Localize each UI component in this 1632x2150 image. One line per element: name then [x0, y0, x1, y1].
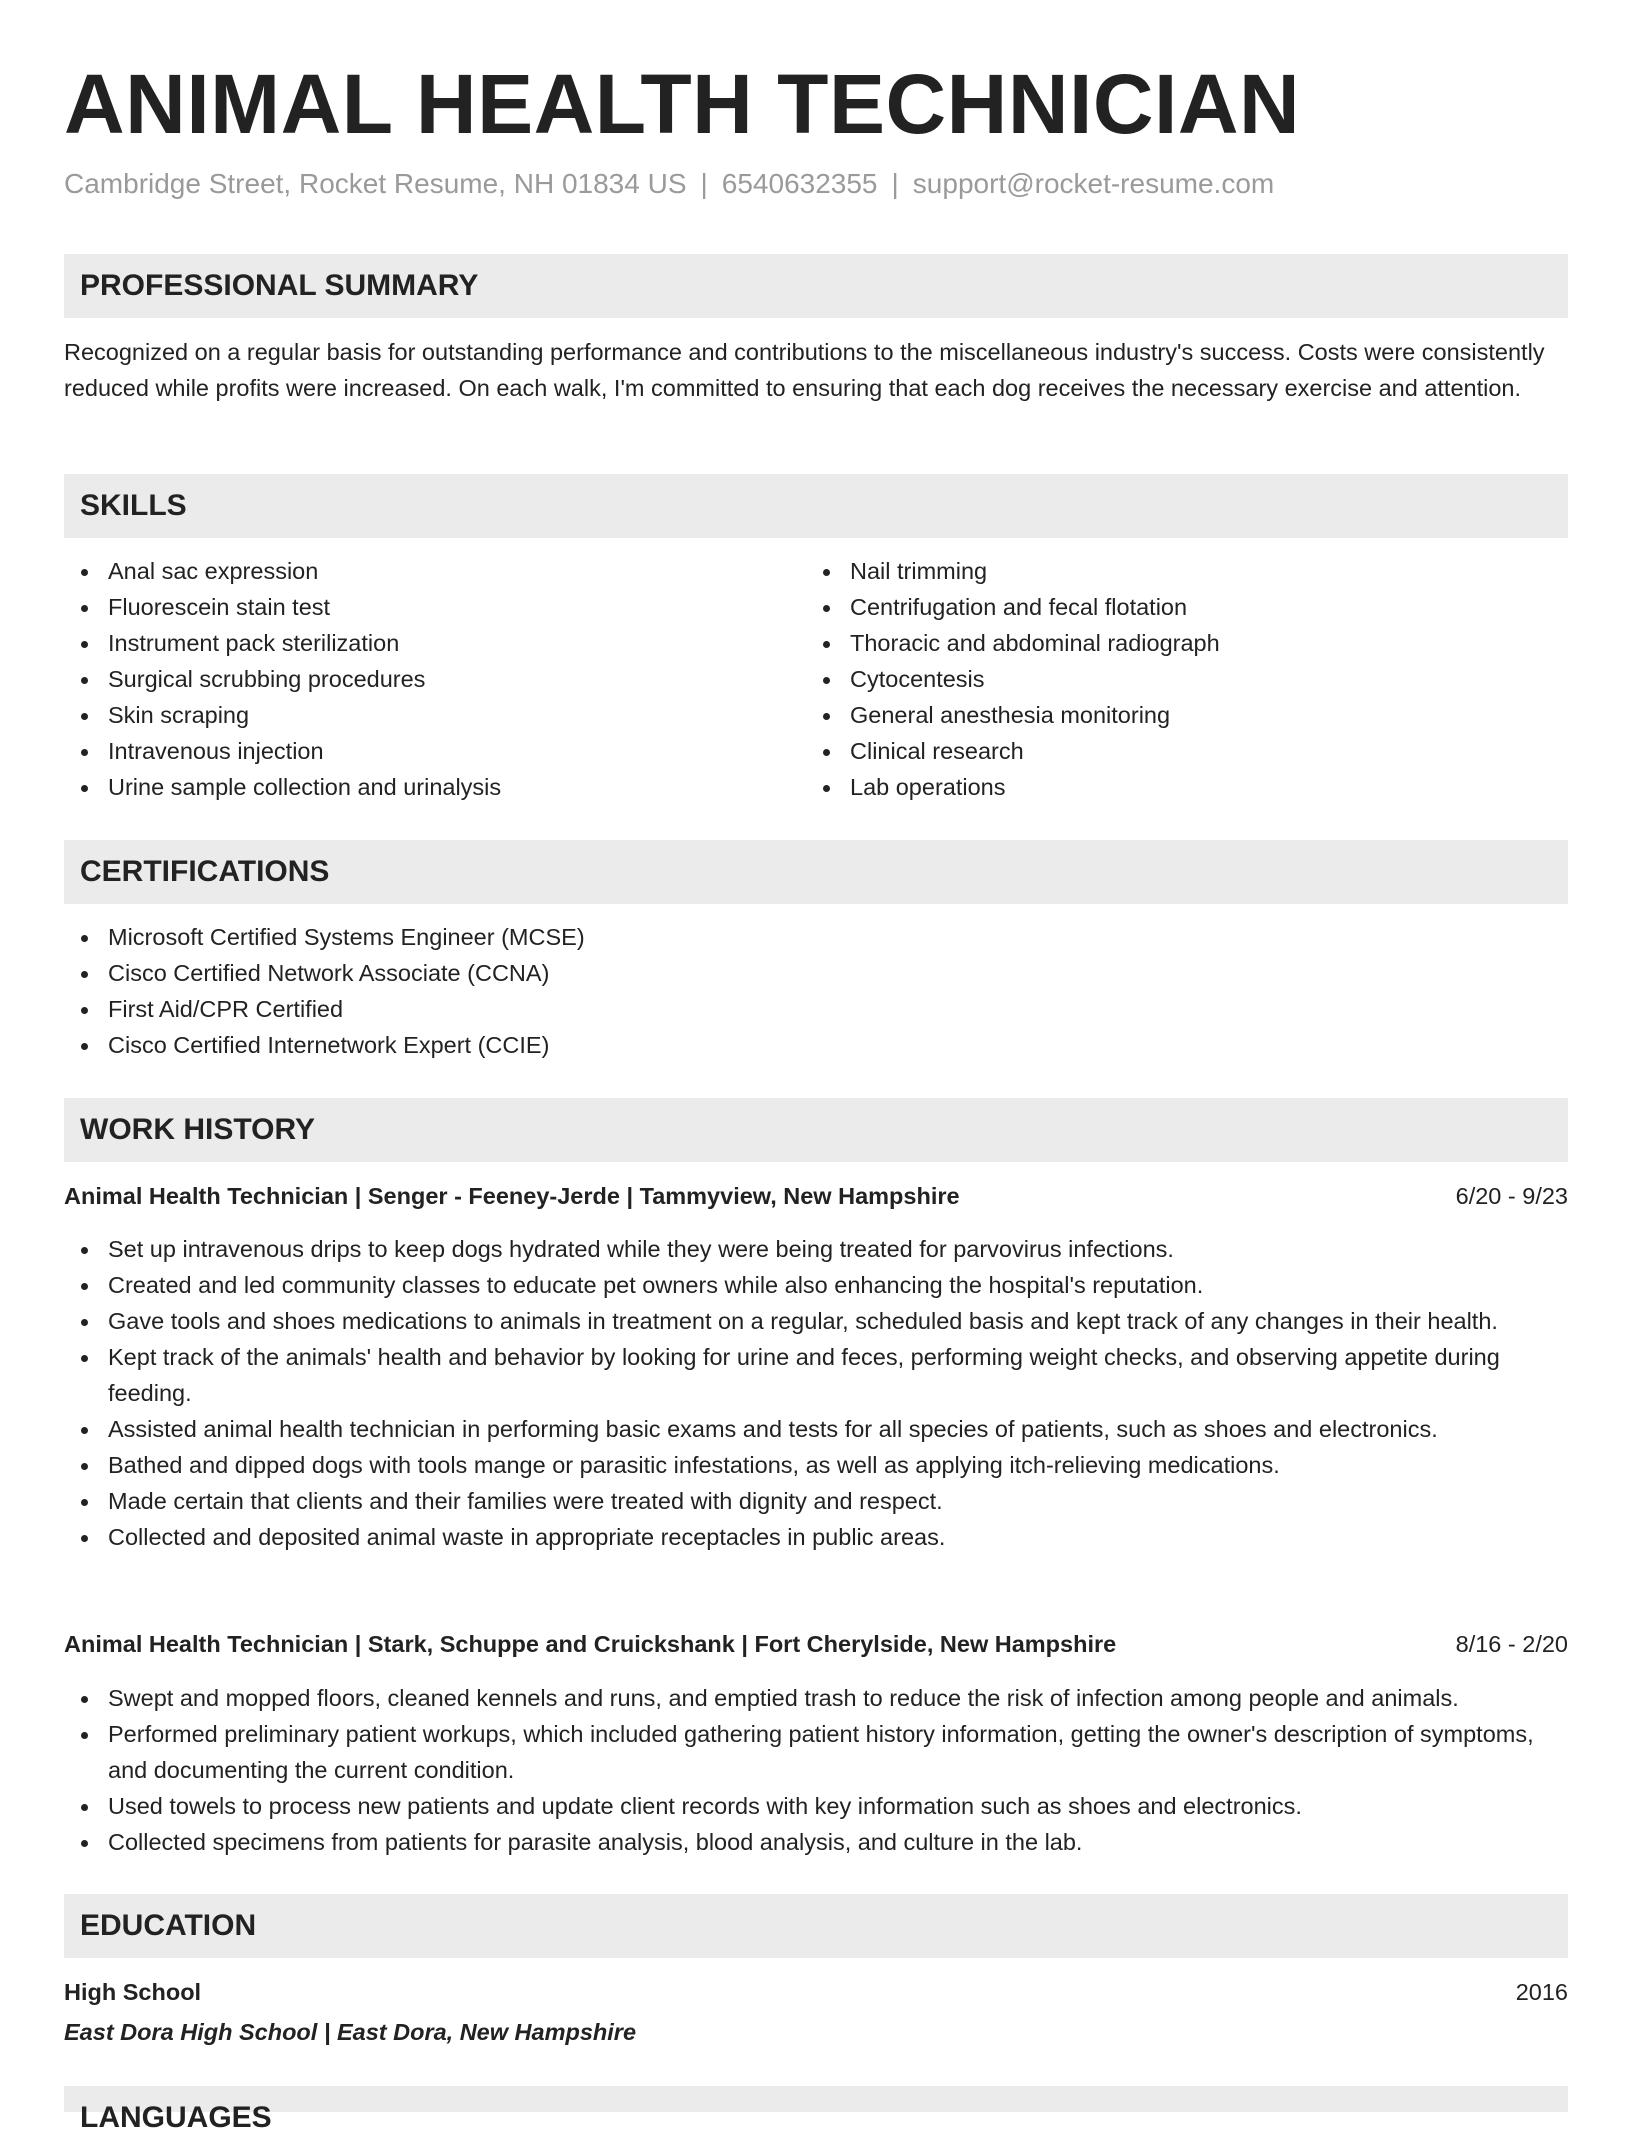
job-bullet: Assisted animal health technician in performing basic exams and tests for all species of patients, such as shoes and electronics.	[64, 1411, 1568, 1447]
skill-item: Anal sac expression	[64, 553, 804, 589]
certifications-list	[64, 919, 1568, 1063]
contact-separator: |	[891, 168, 899, 199]
job-dates: 6/20 - 9/23	[1455, 1183, 1568, 1209]
job-bullet: Set up intravenous drips to keep dogs hydrated while they were being treated for parvovirus infections.	[64, 1231, 1568, 1267]
job-title: Animal Health Technician | Stark, Schuppe and Cruickshank | Fort Cherylside, New Hampshire	[64, 1631, 1117, 1657]
skill-item: Urine sample collection and urinalysis	[64, 769, 804, 805]
skill-item: Centrifugation and fecal flotation	[806, 589, 1546, 625]
job-bullet: Made certain that clients and their families were treated with dignity and respect.	[64, 1483, 1568, 1519]
skill-item: Fluorescein stain test	[64, 589, 804, 625]
skill-item: General anesthesia monitoring	[806, 697, 1546, 733]
section-heading-skills: SKILLS	[64, 474, 1568, 538]
certification-item: Microsoft Certified Systems Engineer (MCSE)	[64, 919, 1568, 955]
section-heading-languages: LANGUAGES	[64, 2086, 1568, 2112]
skills-column-left	[64, 553, 804, 805]
job-bullet: Kept track of the animals' health and behavior by looking for urine and feces, performing weight checks, and observing appetite during feeding.	[64, 1339, 1568, 1411]
job-header	[64, 1624, 1568, 1664]
skill-item: Nail trimming	[806, 553, 1546, 589]
job-bullet: Gave tools and shoes medications to animals in treatment on a regular, scheduled basis and kept track of any changes in their health.	[64, 1303, 1568, 1339]
skill-item: Intravenous injection	[64, 733, 804, 769]
certification-item: Cisco Certified Network Associate (CCNA)	[64, 955, 1568, 991]
job-bullet: Performed preliminary patient workups, which included gathering patient history information, getting the owner's description of symptoms, and documenting the current condition.	[64, 1716, 1568, 1788]
education-degree: High School	[64, 1979, 202, 2005]
skill-item: Cytocentesis	[806, 661, 1546, 697]
education-year: 2016	[1515, 1979, 1568, 2005]
skill-item: Clinical research	[806, 733, 1546, 769]
job-bullet: Used towels to process new patients and update client records with key information such as shoes and electronics.	[64, 1788, 1568, 1824]
skill-item: Thoracic and abdominal radiograph	[806, 625, 1546, 661]
job-bullets	[64, 1680, 1568, 1860]
contact-phone: 6540632355	[721, 168, 878, 199]
skill-item: Skin scraping	[64, 697, 804, 733]
certification-item: First Aid/CPR Certified	[64, 991, 1568, 1027]
section-heading-work-history: WORK HISTORY	[64, 1098, 1568, 1162]
contact-line	[64, 164, 1274, 204]
section-heading-summary: PROFESSIONAL SUMMARY	[64, 254, 1568, 318]
contact-separator: |	[700, 168, 708, 199]
summary-text: Recognized on a regular basis for outstanding performance and contributions to the miscellaneous industry's success. Costs were consistently reduced while profits were increased. On each walk, I'm committed to ensuring that each dog receives the necessary exercise and attention.	[64, 339, 1545, 401]
contact-email: support@rocket-resume.com	[912, 168, 1275, 199]
certification-item: Cisco Certified Internetwork Expert (CCIE)	[64, 1027, 1568, 1063]
skill-item: Lab operations	[806, 769, 1546, 805]
section-heading-education: EDUCATION	[64, 1894, 1568, 1958]
section-heading-certifications: CERTIFICATIONS	[64, 840, 1568, 904]
skill-item: Instrument pack sterilization	[64, 625, 804, 661]
job-bullet: Swept and mopped floors, cleaned kennels and runs, and emptied trash to reduce the risk of infection among people and animals.	[64, 1680, 1568, 1716]
education-header	[64, 1972, 1568, 2012]
job-dates: 8/16 - 2/20	[1455, 1631, 1568, 1657]
job-title: Animal Health Technician | Senger - Feeney-Jerde | Tammyview, New Hampshire	[64, 1183, 960, 1209]
job-bullet: Collected and deposited animal waste in appropriate receptacles in public areas.	[64, 1519, 1568, 1555]
job-bullets	[64, 1231, 1568, 1555]
contact-address: Cambridge Street, Rocket Resume, NH 01834 US	[64, 168, 687, 199]
job-header	[64, 1176, 1568, 1216]
job-bullet: Created and led community classes to educate pet owners while also enhancing the hospital's reputation.	[64, 1267, 1568, 1303]
resume-name: ANIMAL HEALTH TECHNICIAN	[64, 57, 1301, 151]
skill-item: Surgical scrubbing procedures	[64, 661, 804, 697]
education-school: East Dora High School | East Dora, New Hampshire	[64, 2019, 637, 2045]
job-bullet: Bathed and dipped dogs with tools mange or parasitic infestations, as well as applying itch-relieving medications.	[64, 1447, 1568, 1483]
job-bullet: Collected specimens from patients for parasite analysis, blood analysis, and culture in the lab.	[64, 1824, 1568, 1860]
skills-column-right	[806, 553, 1546, 805]
